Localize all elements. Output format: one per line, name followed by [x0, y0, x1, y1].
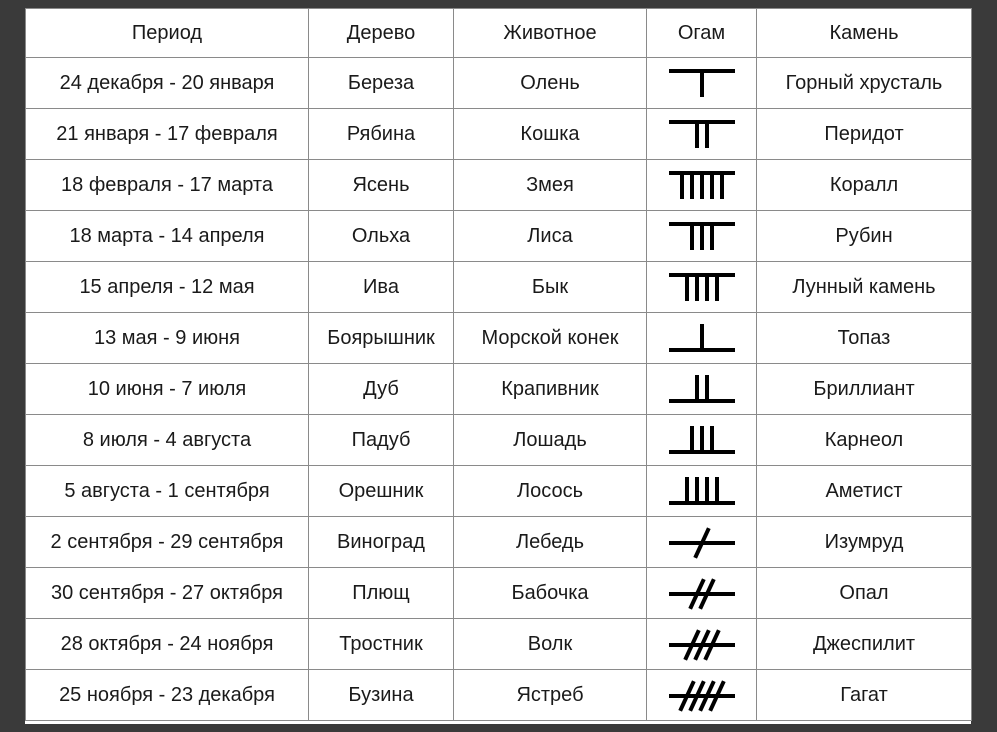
- period-cell: 18 февраля - 17 марта: [26, 160, 309, 211]
- animal-cell: Ястреб: [454, 670, 647, 721]
- table-row: [26, 211, 972, 262]
- period-cell: 15 апреля - 12 мая: [26, 262, 309, 313]
- tree-cell: Виноград: [309, 517, 454, 568]
- stone-cell: Гагат: [757, 670, 972, 721]
- ogham-cell: [647, 364, 757, 415]
- animal-cell: Волк: [454, 619, 647, 670]
- period-cell: 8 июля - 4 августа: [26, 415, 309, 466]
- animal-cell: Бык: [454, 262, 647, 313]
- period-cell: 28 октября - 24 ноября: [26, 619, 309, 670]
- celtic-tree-calendar-table: [25, 8, 972, 721]
- animal-cell: Кошка: [454, 109, 647, 160]
- table-row: [26, 262, 972, 313]
- animal-cell: Лошадь: [454, 415, 647, 466]
- period-cell: 30 сентября - 27 октября: [26, 568, 309, 619]
- table-body: [26, 58, 972, 721]
- period-cell: 21 января - 17 февраля: [26, 109, 309, 160]
- table-row: [26, 568, 972, 619]
- header-period: Период: [26, 9, 309, 58]
- ogham-cell: [647, 58, 757, 109]
- table-row: [26, 313, 972, 364]
- ogham-cell: [647, 211, 757, 262]
- table-row: [26, 364, 972, 415]
- header-ogham: Огам: [647, 9, 757, 58]
- tree-cell: Ива: [309, 262, 454, 313]
- ogham-cell: [647, 568, 757, 619]
- ogham-glyph-icon: [647, 423, 756, 457]
- header-stone: Камень: [757, 9, 972, 58]
- stone-cell: Коралл: [757, 160, 972, 211]
- ogham-glyph-icon: [647, 270, 756, 304]
- stone-cell: Горный хрусталь: [757, 58, 972, 109]
- ogham-glyph-icon: [647, 66, 756, 100]
- animal-cell: Бабочка: [454, 568, 647, 619]
- animal-cell: Лосось: [454, 466, 647, 517]
- ogham-cell: [647, 670, 757, 721]
- ogham-glyph-icon: [647, 168, 756, 202]
- tree-cell: Тростник: [309, 619, 454, 670]
- period-cell: 13 мая - 9 июня: [26, 313, 309, 364]
- animal-cell: Змея: [454, 160, 647, 211]
- stone-cell: Топаз: [757, 313, 972, 364]
- stone-cell: Карнеол: [757, 415, 972, 466]
- period-cell: 18 марта - 14 апреля: [26, 211, 309, 262]
- stone-cell: Аметист: [757, 466, 972, 517]
- stone-cell: Рубин: [757, 211, 972, 262]
- animal-cell: Лебедь: [454, 517, 647, 568]
- header-tree: Дерево: [309, 9, 454, 58]
- tree-cell: Падуб: [309, 415, 454, 466]
- ogham-glyph-icon: [647, 474, 756, 508]
- table-row: [26, 58, 972, 109]
- stone-cell: Перидот: [757, 109, 972, 160]
- ogham-cell: [647, 313, 757, 364]
- table-row: [26, 517, 972, 568]
- tree-cell: Боярышник: [309, 313, 454, 364]
- ogham-cell: [647, 415, 757, 466]
- table-row: [26, 109, 972, 160]
- ogham-glyph-icon: [647, 525, 756, 559]
- zodiac-table-sheet: [25, 8, 971, 724]
- tree-cell: Ясень: [309, 160, 454, 211]
- animal-cell: Крапивник: [454, 364, 647, 415]
- ogham-cell: [647, 262, 757, 313]
- tree-cell: Дуб: [309, 364, 454, 415]
- table-row: [26, 466, 972, 517]
- stone-cell: Изумруд: [757, 517, 972, 568]
- table-row: [26, 670, 972, 721]
- ogham-cell: [647, 160, 757, 211]
- ogham-glyph-icon: [647, 627, 756, 661]
- animal-cell: Лиса: [454, 211, 647, 262]
- tree-cell: Плющ: [309, 568, 454, 619]
- tree-cell: Рябина: [309, 109, 454, 160]
- period-cell: 5 августа - 1 сентября: [26, 466, 309, 517]
- period-cell: 25 ноября - 23 декабря: [26, 670, 309, 721]
- ogham-glyph-icon: [647, 117, 756, 151]
- header-row: [26, 9, 972, 58]
- stone-cell: Лунный камень: [757, 262, 972, 313]
- tree-cell: Ольха: [309, 211, 454, 262]
- tree-cell: Бузина: [309, 670, 454, 721]
- period-cell: 2 сентября - 29 сентября: [26, 517, 309, 568]
- ogham-glyph-icon: [647, 321, 756, 355]
- ogham-glyph-icon: [647, 678, 756, 712]
- ogham-cell: [647, 109, 757, 160]
- stone-cell: Опал: [757, 568, 972, 619]
- ogham-cell: [647, 466, 757, 517]
- ogham-glyph-icon: [647, 576, 756, 610]
- tree-cell: Орешник: [309, 466, 454, 517]
- table-row: [26, 415, 972, 466]
- ogham-cell: [647, 517, 757, 568]
- period-cell: 24 декабря - 20 января: [26, 58, 309, 109]
- tree-cell: Береза: [309, 58, 454, 109]
- ogham-glyph-icon: [647, 219, 756, 253]
- animal-cell: Олень: [454, 58, 647, 109]
- table-row: [26, 160, 972, 211]
- stone-cell: Джеспилит: [757, 619, 972, 670]
- animal-cell: Морской конек: [454, 313, 647, 364]
- table-row: [26, 619, 972, 670]
- period-cell: 10 июня - 7 июля: [26, 364, 309, 415]
- ogham-glyph-icon: [647, 372, 756, 406]
- ogham-cell: [647, 619, 757, 670]
- stone-cell: Бриллиант: [757, 364, 972, 415]
- header-animal: Животное: [454, 9, 647, 58]
